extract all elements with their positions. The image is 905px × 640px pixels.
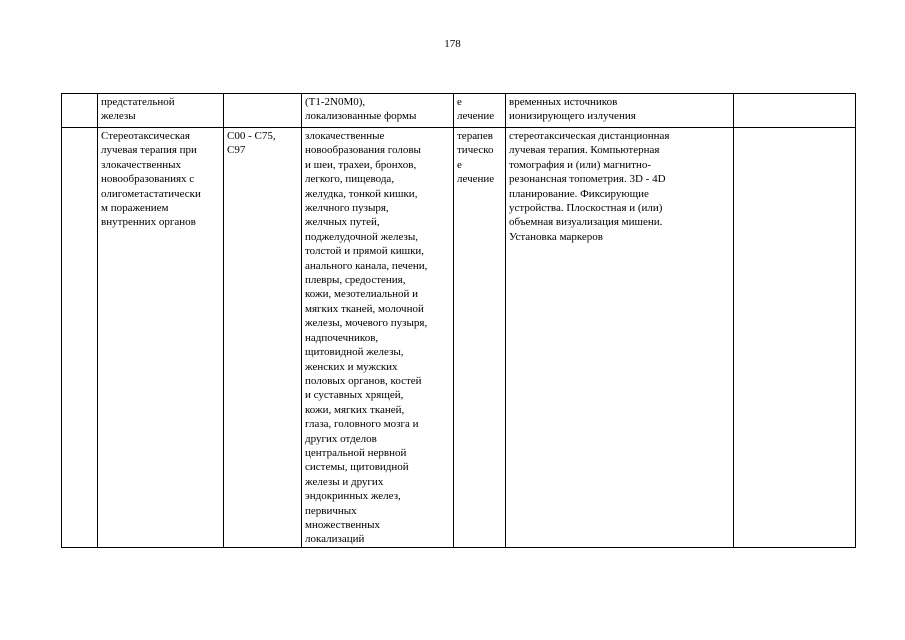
table-row <box>62 94 856 128</box>
cell-method-name: Стереотаксическая лучевая терапия при злокачественных новообразованиях с олигометастатически м поражением внутренних органов <box>98 128 224 548</box>
cell-number <box>62 94 98 128</box>
cell-icd-code: C00 - C75, C97 <box>224 128 302 548</box>
cell-cost <box>734 128 856 548</box>
cell-treatment-method: временных источников ионизирующего излучения <box>506 94 734 128</box>
cell-method-name: предстательной железы <box>98 94 224 128</box>
cell-patient-model: злокачественные новообразования головы и шеи, трахеи, бронхов, легкого, пищевода, желудка, тонкой кишки, желчного пузыря, желчных путей, поджелудочной железы, толстой и прямой кишки, анального канала, печени, плевры, средостения, кожи, мезотелиальной и мягких тканей, молочной железы, мочевого пузыря, надпочечников, щитовидной железы, женских и мужских половых органов, костей и суставных хрящей, кожи, мягких тканей, глаза, головного мозга и других отделов центральной нервной системы, щитовидной железы и других эндокринных желез, первичных множественных локализаций <box>302 128 454 548</box>
cell-treatment-type: терапев тическо е лечение <box>454 128 506 548</box>
procedures-table <box>61 93 856 548</box>
cell-patient-model: (T1-2N0M0), локализованные формы <box>302 94 454 128</box>
cell-icd-code <box>224 94 302 128</box>
page-number: 178 <box>444 38 461 50</box>
cell-treatment-method: стереотаксическая дистанционная лучевая терапия. Компьютерная томография и (или) магнитно- резонансная топометрия. 3D - 4D планирование. Фиксирующие устройства. Плоскостная и (или) объемная визуализация мишени. Установка маркеров <box>506 128 734 548</box>
cell-treatment-type: е лечение <box>454 94 506 128</box>
cell-cost <box>734 94 856 128</box>
cell-number <box>62 128 98 548</box>
table-row <box>62 128 856 548</box>
